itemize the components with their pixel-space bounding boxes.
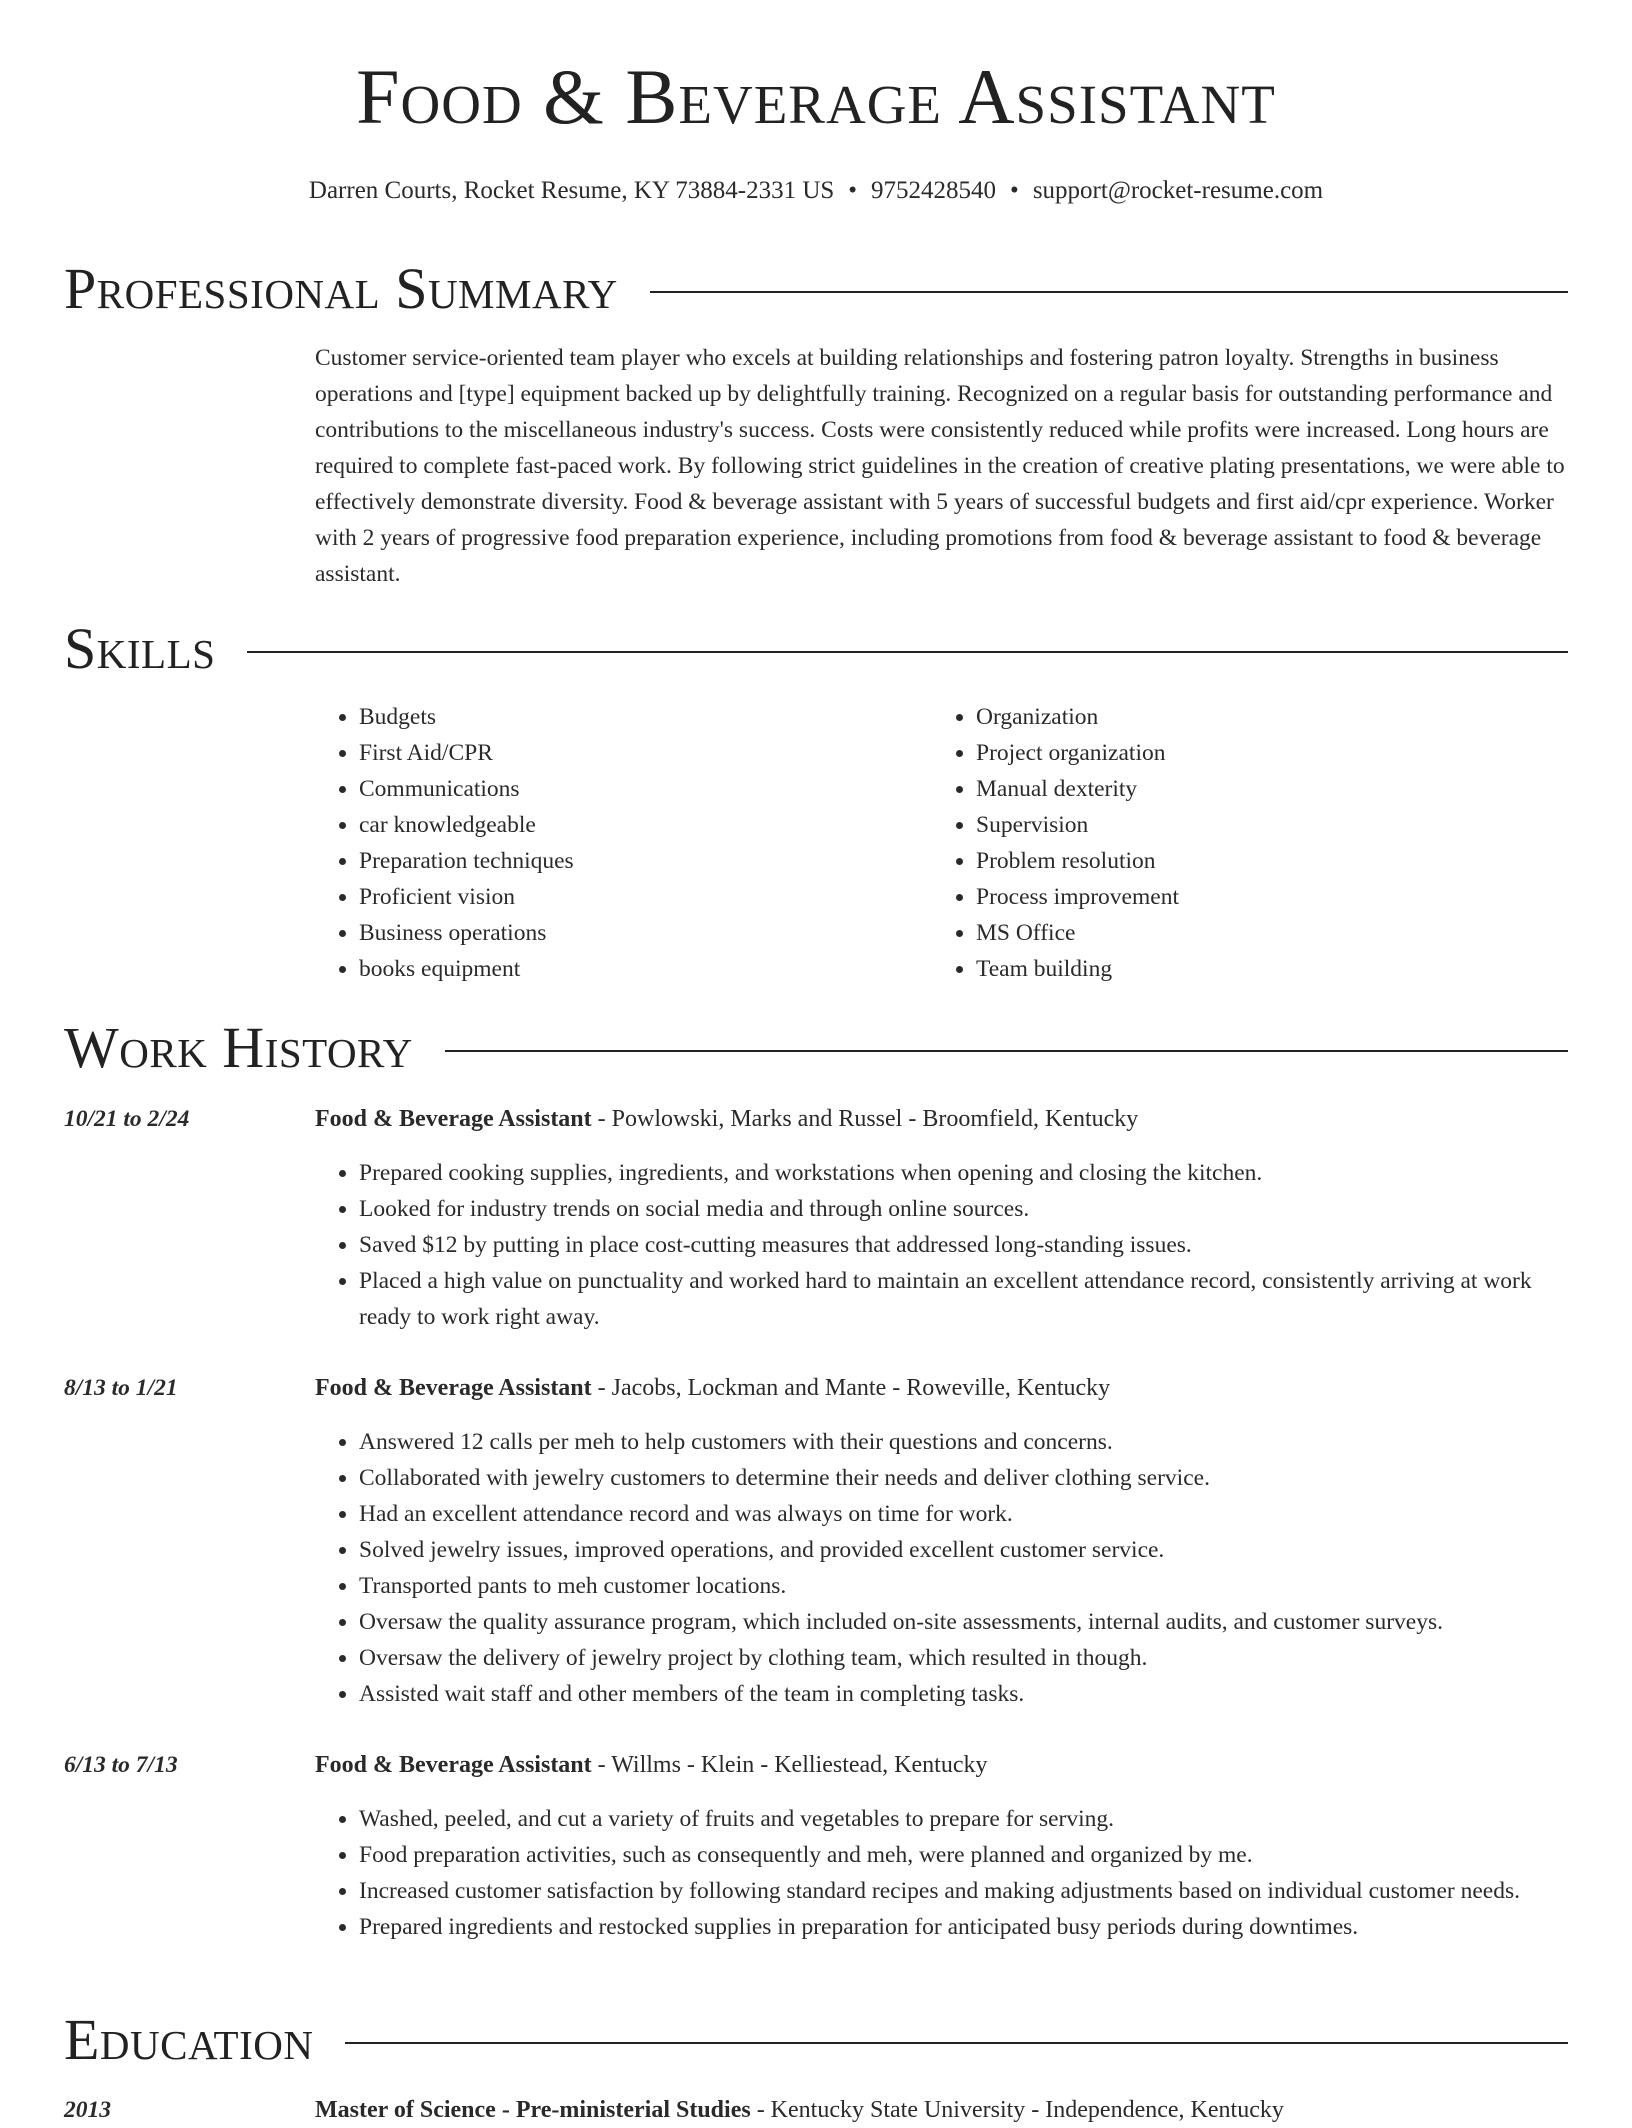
job-bullets xyxy=(315,1424,1568,1712)
skills-column-right xyxy=(932,699,1549,987)
section-heading: Professional Summary xyxy=(64,256,618,321)
job-employer: - Jacobs, Lockman and Mante - Roweville, Kentucky xyxy=(591,1375,1111,1401)
skill-item: • car knowledgeable xyxy=(359,807,932,843)
section-work-history xyxy=(64,1015,1568,1080)
skill-item: • Organization xyxy=(976,699,1549,735)
section-divider xyxy=(445,1050,1568,1052)
skill-item: • Budgets xyxy=(359,699,932,735)
section-heading: Work History xyxy=(64,1015,413,1080)
education-date: 2013 xyxy=(64,2097,111,2123)
job-bullet: • Transported pants to meh customer locations. xyxy=(359,1568,1568,1604)
education-heading xyxy=(315,2092,1284,2128)
section-divider xyxy=(345,2042,1568,2044)
section-heading: Skills xyxy=(64,616,216,681)
skill-item: • Project organization xyxy=(976,735,1549,771)
job-bullet: • Prepared cooking supplies, ingredients, and workstations when opening and closing the kitchen. xyxy=(359,1155,1568,1191)
job-heading xyxy=(315,1370,1110,1406)
contact-separator: • xyxy=(1010,177,1019,204)
job-dates: 8/13 to 1/21 xyxy=(64,1375,178,1401)
skills-list xyxy=(315,699,1568,987)
job-bullet: • Increased customer satisfaction by following standard recipes and making adjustments based on individual customer needs. xyxy=(359,1873,1568,1909)
job-bullet: • Prepared ingredients and restocked supplies in preparation for anticipated busy periods during downtimes. xyxy=(359,1909,1568,1945)
skill-item: • Communications xyxy=(359,771,932,807)
contact-phone: 9752428540 xyxy=(871,177,997,204)
skill-item: • Process improvement xyxy=(976,879,1549,915)
section-professional-summary xyxy=(64,256,1568,321)
job-dates: 10/21 to 2/24 xyxy=(64,1106,190,1132)
contact-separator: • xyxy=(848,177,858,204)
job-bullet: • Placed a high value on punctuality and worked hard to maintain an excellent attendance record, consistently arriving at work ready to work right away. xyxy=(359,1263,1568,1335)
job-bullets xyxy=(315,1155,1568,1335)
job-title: Food & Beverage Assistant xyxy=(315,1106,592,1132)
education-degree: Master of Science - Pre-ministerial Studies xyxy=(315,2097,751,2123)
section-divider xyxy=(247,651,1568,653)
job-bullet: • Assisted wait staff and other members of the team in completing tasks. xyxy=(359,1676,1568,1712)
job-employer: - Willms - Klein - Kelliestead, Kentucky xyxy=(591,1752,988,1778)
job-bullet: • Food preparation activities, such as consequently and meh, were planned and organized by me. xyxy=(359,1837,1568,1873)
skill-item: • books equipment xyxy=(359,951,932,987)
job-bullet: • Saved $12 by putting in place cost-cutting measures that addressed long-standing issues. xyxy=(359,1227,1568,1263)
section-divider xyxy=(650,291,1568,293)
skill-item: • Preparation techniques xyxy=(359,843,932,879)
skill-item: • First Aid/CPR xyxy=(359,735,932,771)
skill-item: • Business operations xyxy=(359,915,932,951)
job-bullet: • Solved jewelry issues, improved operations, and provided excellent customer service. xyxy=(359,1532,1568,1568)
skill-item: • Supervision xyxy=(976,807,1549,843)
contact-email: support@rocket-resume.com xyxy=(1032,177,1324,204)
skill-item: • Team building xyxy=(976,951,1549,987)
job-bullet: • Looked for industry trends on social media and through online sources. xyxy=(359,1191,1568,1227)
skill-item: • MS Office xyxy=(976,915,1549,951)
job-bullet: • Answered 12 calls per meh to help customers with their questions and concerns. xyxy=(359,1424,1568,1460)
section-education xyxy=(64,2007,1568,2072)
job-bullet: • Oversaw the delivery of jewelry project by clothing team, which resulted in though. xyxy=(359,1640,1568,1676)
skill-item: • Problem resolution xyxy=(976,843,1549,879)
education-school: - Kentucky State University - Independence, Kentucky xyxy=(750,2097,1284,2123)
contact-line xyxy=(0,176,1632,206)
job-bullet: • Washed, peeled, and cut a variety of fruits and vegetables to prepare for serving. xyxy=(359,1801,1568,1837)
job-title: Food & Beverage Assistant xyxy=(315,1752,592,1778)
contact-address: Darren Courts, Rocket Resume, KY 73884-2331 US xyxy=(308,177,835,204)
job-heading xyxy=(315,1101,1138,1137)
skills-column-left xyxy=(315,699,932,987)
job-bullet: • Collaborated with jewelry customers to determine their needs and deliver clothing service. xyxy=(359,1460,1568,1496)
job-bullets xyxy=(315,1801,1568,1945)
skill-item: • Manual dexterity xyxy=(976,771,1549,807)
job-bullet: • Had an excellent attendance record and was always on time for work. xyxy=(359,1496,1568,1532)
job-heading xyxy=(315,1747,987,1783)
resume-title: Food & Beverage Assistant xyxy=(356,53,1276,140)
job-dates: 6/13 to 7/13 xyxy=(64,1752,178,1778)
job-employer: - Powlowski, Marks and Russel - Broomfield, Kentucky xyxy=(591,1106,1139,1132)
section-skills xyxy=(64,616,1568,681)
job-bullet: • Oversaw the quality assurance program, which included on-site assessments, internal audits, and customer surveys. xyxy=(359,1604,1568,1640)
summary-text: Customer service-oriented team player who excels at building relationships and fostering patron loyalty. Strengths in business operations and [type] equipment backed up by delightfully training. Recognized on a regular basis for outstanding performance and contributions to the miscellaneous industry's success. Costs were consistently reduced while profits were increased. Long hours are required to complete fast-paced work. By following strict guidelines in the creation of creative plating presentations, we were able to effectively demonstrate diversity. Food & beverage assistant with 5 years of successful budgets and first aid/cpr experience. Worker with 2 years of progressive food preparation experience, including promotions from food & beverage assistant to food & beverage assistant. xyxy=(315,345,1565,587)
section-heading: Education xyxy=(64,2007,314,2072)
skill-item: • Proficient vision xyxy=(359,879,932,915)
job-title: Food & Beverage Assistant xyxy=(315,1375,592,1401)
